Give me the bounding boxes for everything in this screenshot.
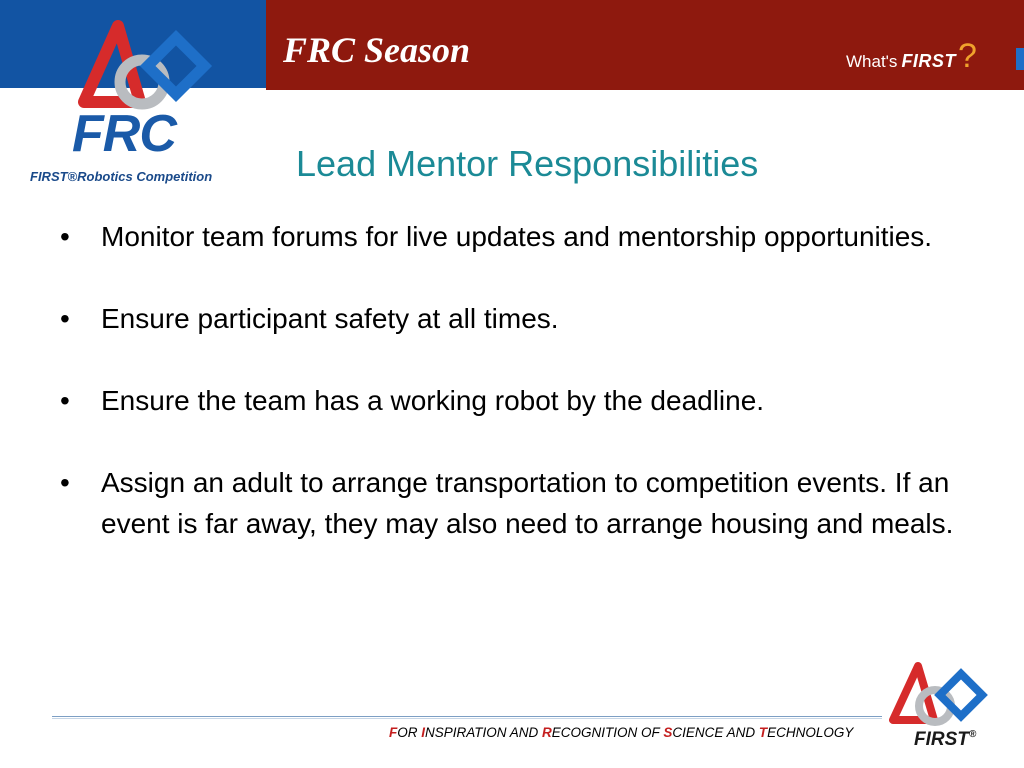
bullet-item (60, 298, 960, 339)
whats-first-badge (846, 36, 977, 75)
corner-tab (1016, 48, 1024, 70)
footer-word: CIENCE AND (672, 725, 759, 740)
bullet-item (60, 380, 960, 421)
bullet-item (60, 216, 960, 257)
whats-first-label: FIRST (901, 51, 956, 71)
footer-word: ECHNOLOGY (767, 725, 854, 740)
footer-cap: F (389, 725, 398, 740)
footer-cap: R (542, 725, 552, 740)
bullet-text: Ensure the team has a working robot by the deadline. (101, 385, 765, 416)
first-footer-wordmark (914, 730, 976, 749)
footer-word: ECOGNITION OF (551, 725, 664, 740)
whats-label: What's (846, 52, 898, 71)
footer-divider-shadow (52, 718, 882, 719)
bullet-text: Assign an adult to arrange transportation to competition events. If an event is far away, they may also need to arrange housing and meals. (101, 467, 954, 539)
bullet-dot: • (60, 385, 70, 416)
slide-title: Lead Mentor Responsibilities (296, 143, 759, 184)
footer-cap: I (421, 725, 426, 740)
header-title: FRC Season (283, 30, 471, 70)
bullet-text: Monitor team forums for live updates and mentorship opportunities. (101, 221, 933, 252)
footer-word: OR (397, 725, 422, 740)
registered-mark: ® (968, 729, 977, 740)
question-mark-icon: ? (957, 36, 977, 75)
bullet-dot: • (60, 467, 70, 498)
bullet-list (60, 216, 960, 585)
bullet-item (60, 462, 960, 544)
bullet-dot: • (60, 221, 70, 252)
bullet-text: Ensure participant safety at all times. (101, 303, 559, 334)
first-word: FIRST (914, 729, 969, 750)
footer-divider (52, 716, 882, 717)
footer-cap: S (663, 725, 673, 740)
bullet-dot: • (60, 303, 70, 334)
frc-wordmark: FRC (72, 105, 176, 163)
footer-tagline (389, 726, 853, 740)
footer-cap: T (758, 725, 768, 740)
footer-word: NSPIRATION AND (425, 725, 543, 740)
frc-subtitle: FIRST®Robotics Competition (30, 169, 213, 184)
